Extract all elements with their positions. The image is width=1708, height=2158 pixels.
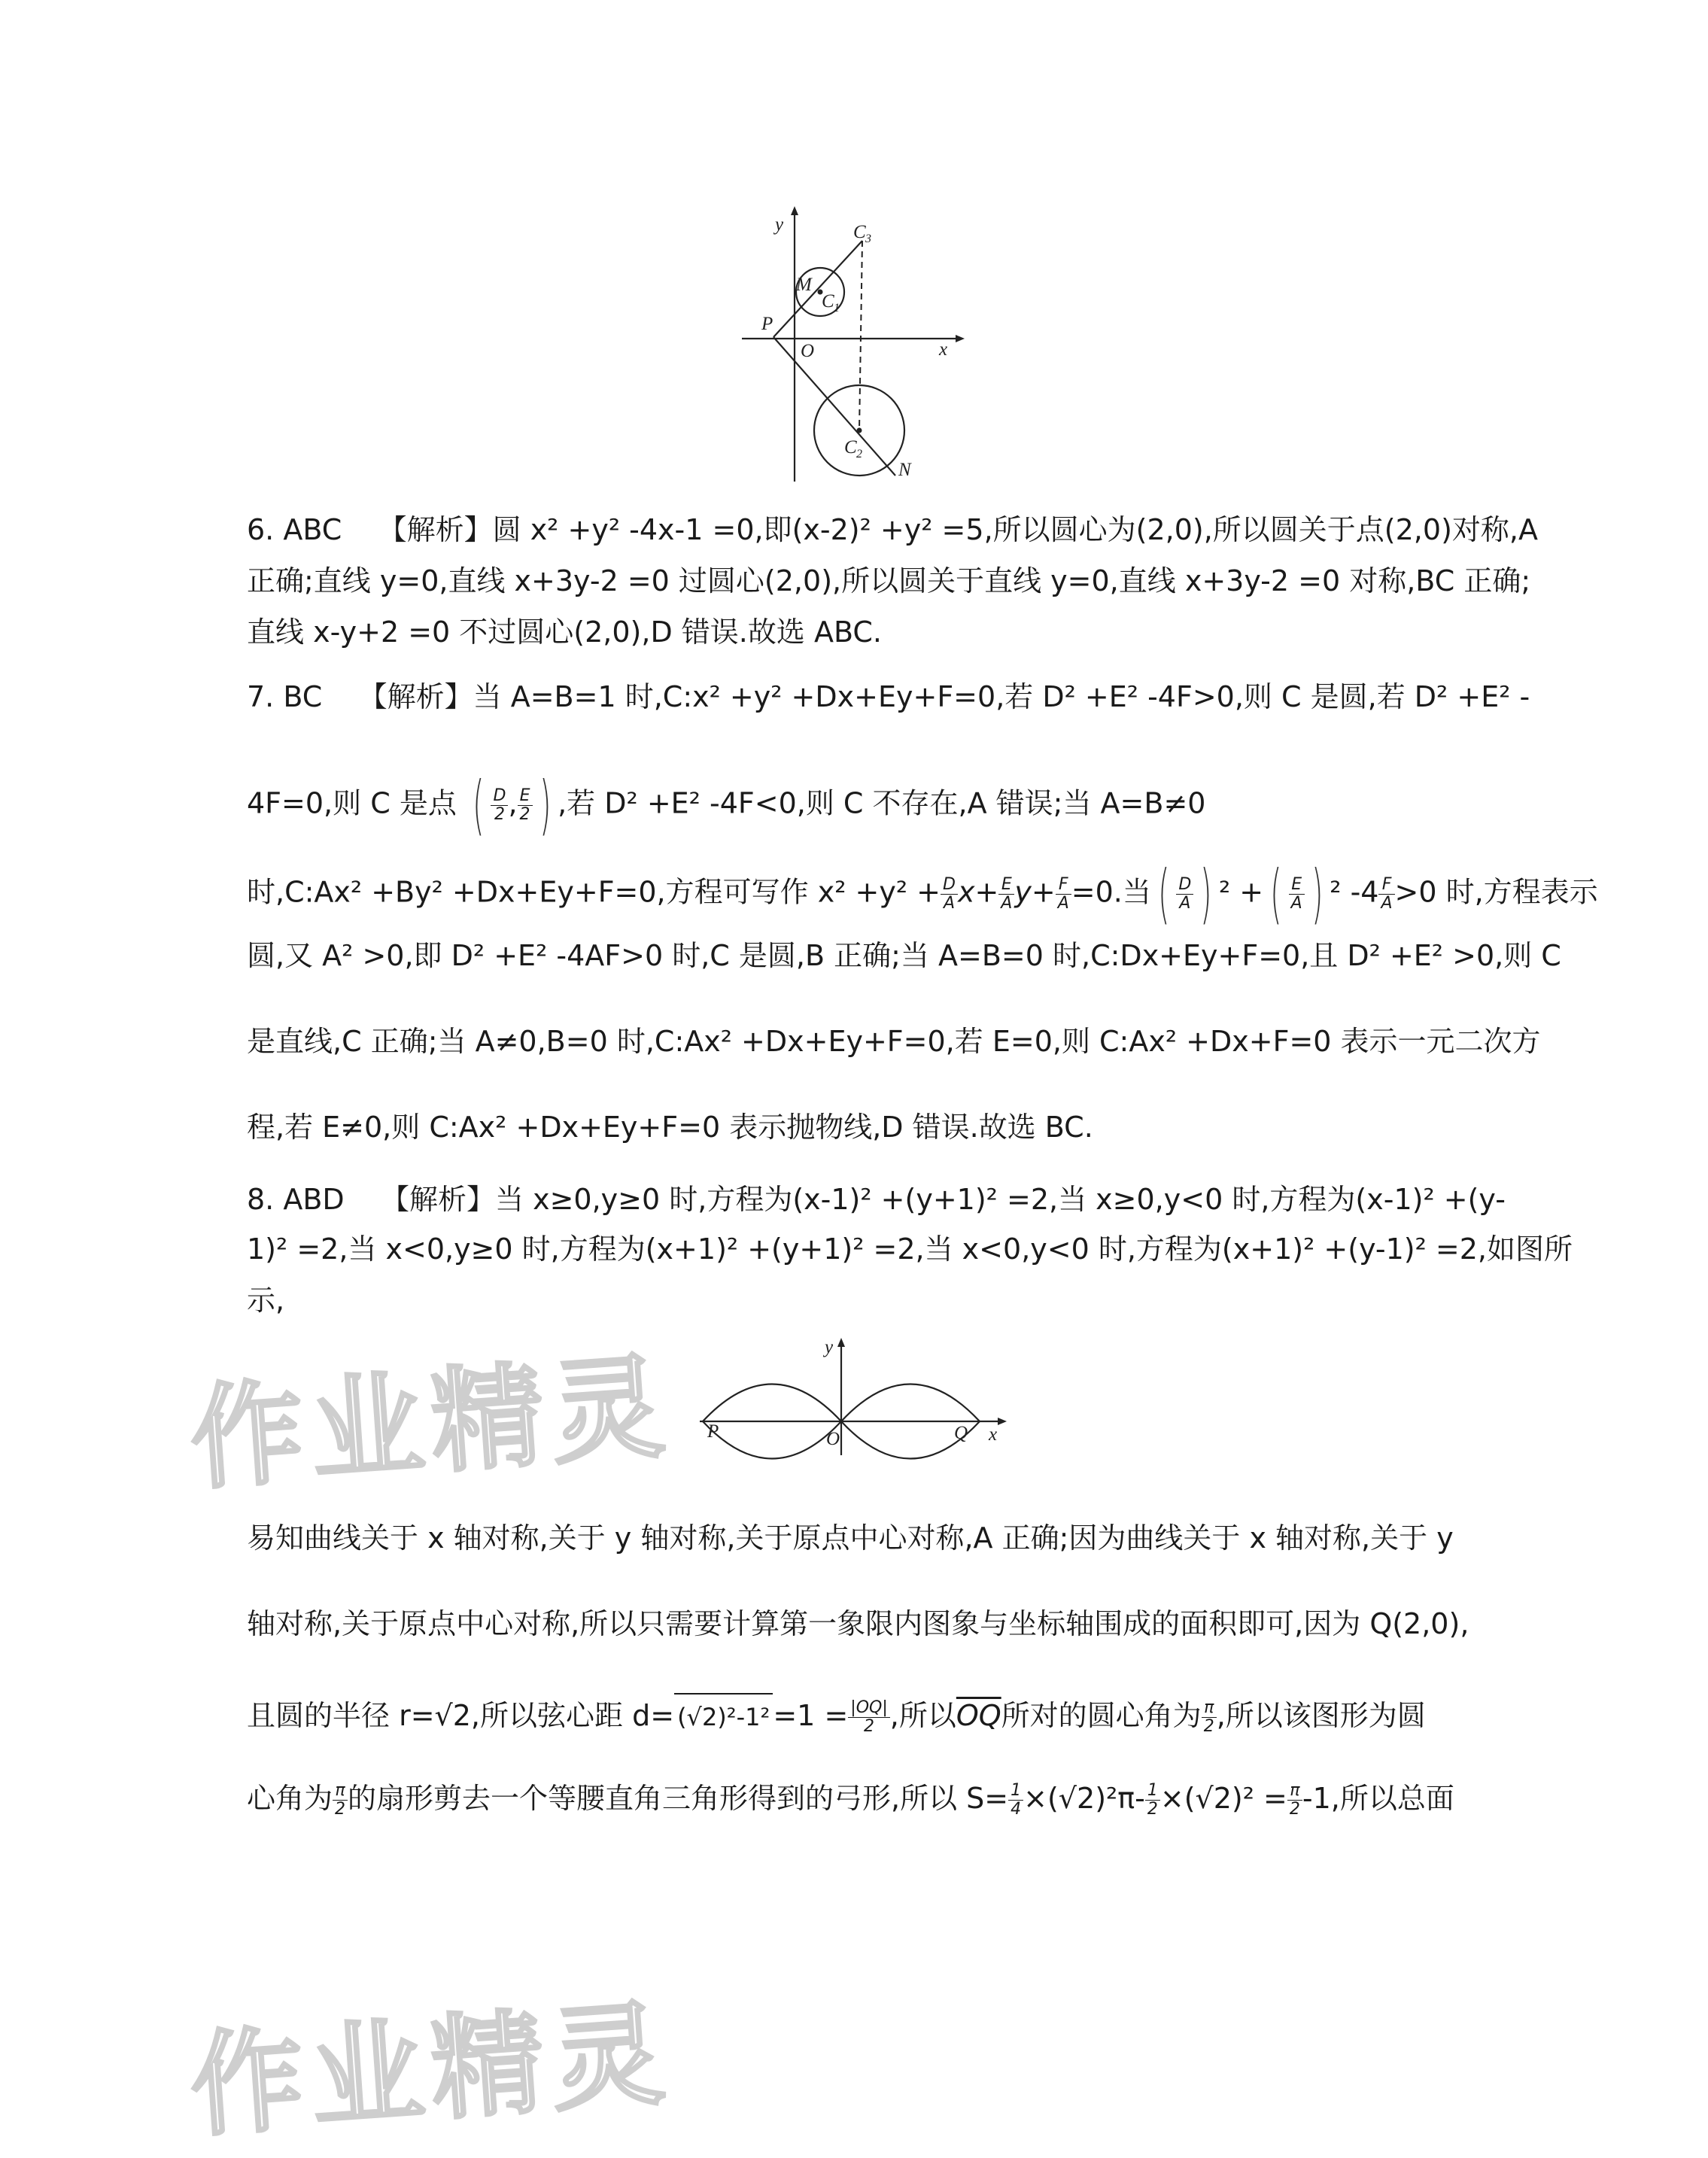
q7-line1	[247, 679, 1530, 715]
line-pn	[773, 337, 895, 476]
frac-d-a: $\frac{D}{A}$	[941, 876, 958, 913]
frac-e-2: $\frac{E}{2}$	[518, 787, 533, 824]
arc-upper-right	[841, 1384, 980, 1422]
q8-text6b: =1 =	[773, 1699, 849, 1732]
q8-text4: 易知曲线关于 x 轴对称,关于 y 轴对称,关于原点中心对称,A 正确;因为曲线关于 x 轴对称,关于 y	[247, 1521, 1454, 1555]
frac-d-a-2: $\frac{D}{A}$	[1176, 876, 1193, 913]
q7-text4: 圆,又 A² >0,即 D² +E² -4AF>0 时,C 是圆,B 正确;当 A=B=0 时,C:Dx+Ey+F=0,且 D² +E² >0,则 C	[247, 939, 1561, 972]
q7-text2b: ,若 D² +E² -4F<0,则 C 不存在,A 错误;当 A=B≠0	[558, 786, 1206, 820]
paren-b: )	[1200, 856, 1212, 932]
label-x: x	[989, 1424, 998, 1445]
q7-number: 7. BC	[247, 680, 323, 713]
frac-e-a-2: $\frac{E}{A}$	[1289, 876, 1305, 913]
q6-tag: 【解析】	[378, 513, 493, 546]
q8-text7e: -1,所以总面	[1302, 1782, 1454, 1815]
q8-text1: 当 x≥0,y≥0 时,方程为(x-1)² +(y+1)² =2,当 x≥0,y<0 时,方程为(x-1)² +(y-	[495, 1183, 1506, 1216]
frac-pi-2: $\frac{\pi}{2}$	[1202, 1699, 1217, 1736]
q6-number: 6. ABC	[247, 513, 342, 546]
q7-line5	[247, 1023, 1541, 1059]
q8-text6a: 且圆的半径 r=√2,所以弦心距 d=	[247, 1699, 675, 1732]
label-c1-sub: 1	[834, 302, 840, 315]
q7-text2a: 4F=0,则 C 是点	[247, 786, 457, 820]
q8-number: 8. ABD	[247, 1183, 345, 1216]
label-c2: C	[844, 437, 857, 457]
label-c3: C	[853, 222, 866, 242]
paren-d: )	[1311, 856, 1324, 932]
q8-line1	[247, 1181, 1506, 1217]
q6-text2: 正确;直线 y=0,直线 x+3y-2 =0 过圆心(2,0),所以圆关于直线 y=0,直线 x+3y-2 =0 对称,BC 正确;	[247, 564, 1531, 597]
q6-line3	[247, 614, 1482, 650]
frac-1-2: $\frac{1}{2}$	[1145, 1782, 1160, 1819]
paren-c: (	[1270, 856, 1282, 932]
q7-line4	[247, 938, 1561, 974]
q7-x: x+	[957, 875, 999, 909]
q7-text5: 是直线,C 正确;当 A≠0,B=0 时,C:Ax² +Dx+Ey+F=0,若 E=0,则 C:Ax² +Dx+F=0 表示一元二次方	[247, 1025, 1541, 1058]
q7-line3	[247, 856, 1598, 932]
q7-text3a: 时,C:Ax² +By² +Dx+Ey+F=0,方程可写作 x² +y² +	[247, 875, 941, 909]
q6-text3: 直线 x-y+2 =0 不过圆心(2,0),D 错误.故选 ABC.	[247, 615, 882, 649]
arc-oq: $\overline{OQ}$	[956, 1699, 1001, 1732]
q7-eq: =0.当	[1071, 875, 1151, 909]
label-c1: C	[822, 291, 834, 312]
q7-y: y+	[1014, 875, 1056, 909]
figure-circles-reflection	[737, 203, 978, 489]
label-m: M	[796, 275, 812, 295]
label-y: y	[775, 214, 784, 235]
q8-line4	[247, 1520, 1482, 1556]
q7-text6: 程,若 E≠0,则 C:Ax² +Dx+Ey+F=0 表示抛物线,D 错误.故选 BC.	[247, 1111, 1093, 1144]
label-c3-sub: 3	[865, 233, 871, 245]
frac-1-4: $\frac{1}{4}$	[1008, 1782, 1023, 1819]
q7-text1: 当 A=B=1 时,C:x² +y² +Dx+Ey+F=0,若 D² +E² -4F>0,则 C 是圆,若 D² +E² -	[473, 680, 1530, 713]
figure-four-arcs	[692, 1332, 1023, 1460]
frac-oq-2: $\frac{|OQ|}{2}$	[848, 1699, 889, 1736]
frac-f-a: $\frac{F}{A}$	[1056, 876, 1071, 913]
q8-tag: 【解析】	[381, 1183, 496, 1216]
q8-line6	[247, 1693, 1482, 1740]
q8-text5: 轴对称,关于原点中心对称,所以只需要计算第一象限内图象与坐标轴围成的面积即可,因为 Q(2,0),	[247, 1607, 1469, 1640]
q8-text7b: 的扇形剪去一个等腰直角三角形得到的弓形,所以 S=	[348, 1782, 1009, 1815]
q8-text6d: 所对的圆心角为	[1001, 1699, 1202, 1732]
watermark-2: 作业精灵	[186, 1988, 676, 2153]
q8-line3	[247, 1282, 1482, 1318]
label-q: Q	[954, 1423, 968, 1443]
dashed-c3-c2	[859, 241, 862, 430]
paren-right: )	[539, 767, 551, 843]
q8-line5	[247, 1606, 1482, 1642]
label-p: P	[707, 1421, 719, 1442]
watermark-1: 作业精灵	[186, 1341, 676, 1506]
q8-line2	[247, 1231, 1573, 1267]
label-p: P	[761, 314, 773, 334]
label-c2-sub: 2	[856, 448, 862, 460]
q7-line2: 4F=0,则 C 是点 ( $\frac{D}{2}$ , $\frac{E}{2}$ ) ,若 D² +E² -4F<0,则 C 不存在,A 错误;当 A=B≠0	[247, 767, 1206, 843]
frac-e-a: $\frac{E}{A}$	[998, 876, 1014, 913]
q6-line1	[247, 512, 1538, 548]
q7-tag: 【解析】	[358, 680, 473, 713]
label-o: O	[801, 341, 815, 361]
q8-text6c: ,所以	[889, 1699, 956, 1732]
frac-pi-2-c: $\frac{\pi}{2}$	[1287, 1782, 1302, 1819]
q7-sq2: ² -4	[1330, 875, 1379, 909]
label-y: y	[825, 1337, 834, 1357]
q6-text1: 圆 x² +y² -4x-1 =0,即(x-2)² +y² =5,所以圆心为(2,0),所以圆关于点(2,0)对称,A	[492, 513, 1538, 546]
arc-upper-left	[703, 1384, 841, 1422]
q8-text7a: 心角为	[247, 1782, 333, 1815]
q8-text6e: ,所以该图形为圆	[1216, 1699, 1426, 1732]
q7-text3b: >0 时,方程表示	[1394, 875, 1598, 909]
frac-f-a-2: $\frac{F}{A}$	[1378, 876, 1394, 913]
q8-text3: 示,	[247, 1284, 285, 1317]
label-x: x	[939, 339, 948, 360]
q8-text2: 1)² =2,当 x<0,y≥0 时,方程为(x+1)² +(y+1)² =2,当 x<0,y<0 时,方程为(x+1)² +(y-1)² =2,如图所	[247, 1232, 1573, 1266]
frac-d-2: $\frac{D}{2}$	[491, 787, 508, 824]
frac-pi-2-b: $\frac{\pi}{2}$	[333, 1782, 348, 1819]
label-n: N	[898, 460, 911, 480]
sqrt-expression: (√2)²-1²	[674, 1693, 773, 1740]
arc-lower-left	[703, 1421, 841, 1459]
q7-sq1: ² +	[1218, 875, 1264, 909]
line-pc3	[773, 241, 862, 337]
q8-line7	[247, 1776, 1482, 1821]
q8-text7d: ×(√2)² =	[1159, 1782, 1287, 1815]
q8-text7c: ×(√2)²π-	[1023, 1782, 1145, 1815]
label-o: O	[826, 1429, 840, 1449]
q7-line6	[247, 1109, 1482, 1145]
q6-line2	[247, 563, 1531, 599]
paren-a: (	[1158, 856, 1170, 932]
paren-left: (	[473, 767, 485, 843]
